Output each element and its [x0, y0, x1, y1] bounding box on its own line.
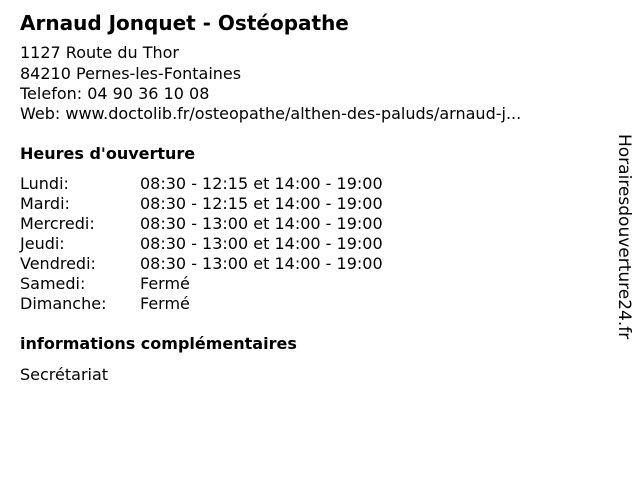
- business-title: Arnaud Jonquet - Ostéopathe: [20, 11, 349, 35]
- additional-info-text: Secrétariat: [20, 365, 109, 384]
- day-label: Mardi:: [20, 194, 70, 213]
- time-value: Fermé: [140, 294, 190, 313]
- day-label: Lundi:: [20, 174, 69, 193]
- address-street: 1127 Route du Thor: [20, 43, 179, 62]
- hours-row-tuesday: [20, 194, 440, 214]
- opening-hours-heading: Heures d'ouverture: [20, 144, 196, 163]
- website-link[interactable]: Web: www.doctolib.fr/osteopathe/althen-des-paluds/arnaud-j...: [20, 104, 522, 123]
- day-label: Jeudi:: [20, 234, 65, 253]
- site-watermark: Horairesdouverture24.fr: [614, 134, 634, 340]
- hours-row-thursday: [20, 234, 440, 254]
- hours-row-wednesday: [20, 214, 440, 234]
- time-value: 08:30 - 12:15 et 14:00 - 19:00: [140, 194, 383, 213]
- hours-row-friday: [20, 254, 440, 274]
- hours-row-sunday: [20, 294, 440, 314]
- hours-row-monday: [20, 174, 440, 194]
- time-value: Fermé: [140, 274, 190, 293]
- day-label: Samedi:: [20, 274, 86, 293]
- additional-info-heading: informations complémentaires: [20, 334, 297, 353]
- day-label: Vendredi:: [20, 254, 96, 273]
- day-label: Dimanche:: [20, 294, 107, 313]
- time-value: 08:30 - 13:00 et 14:00 - 19:00: [140, 234, 383, 253]
- day-label: Mercredi:: [20, 214, 95, 233]
- hours-row-saturday: [20, 274, 440, 294]
- time-value: 08:30 - 12:15 et 14:00 - 19:00: [140, 174, 383, 193]
- time-value: 08:30 - 13:00 et 14:00 - 19:00: [140, 254, 383, 273]
- time-value: 08:30 - 13:00 et 14:00 - 19:00: [140, 214, 383, 233]
- address-city: 84210 Pernes-les-Fontaines: [20, 64, 242, 83]
- phone-number: Telefon: 04 90 36 10 08: [20, 84, 210, 103]
